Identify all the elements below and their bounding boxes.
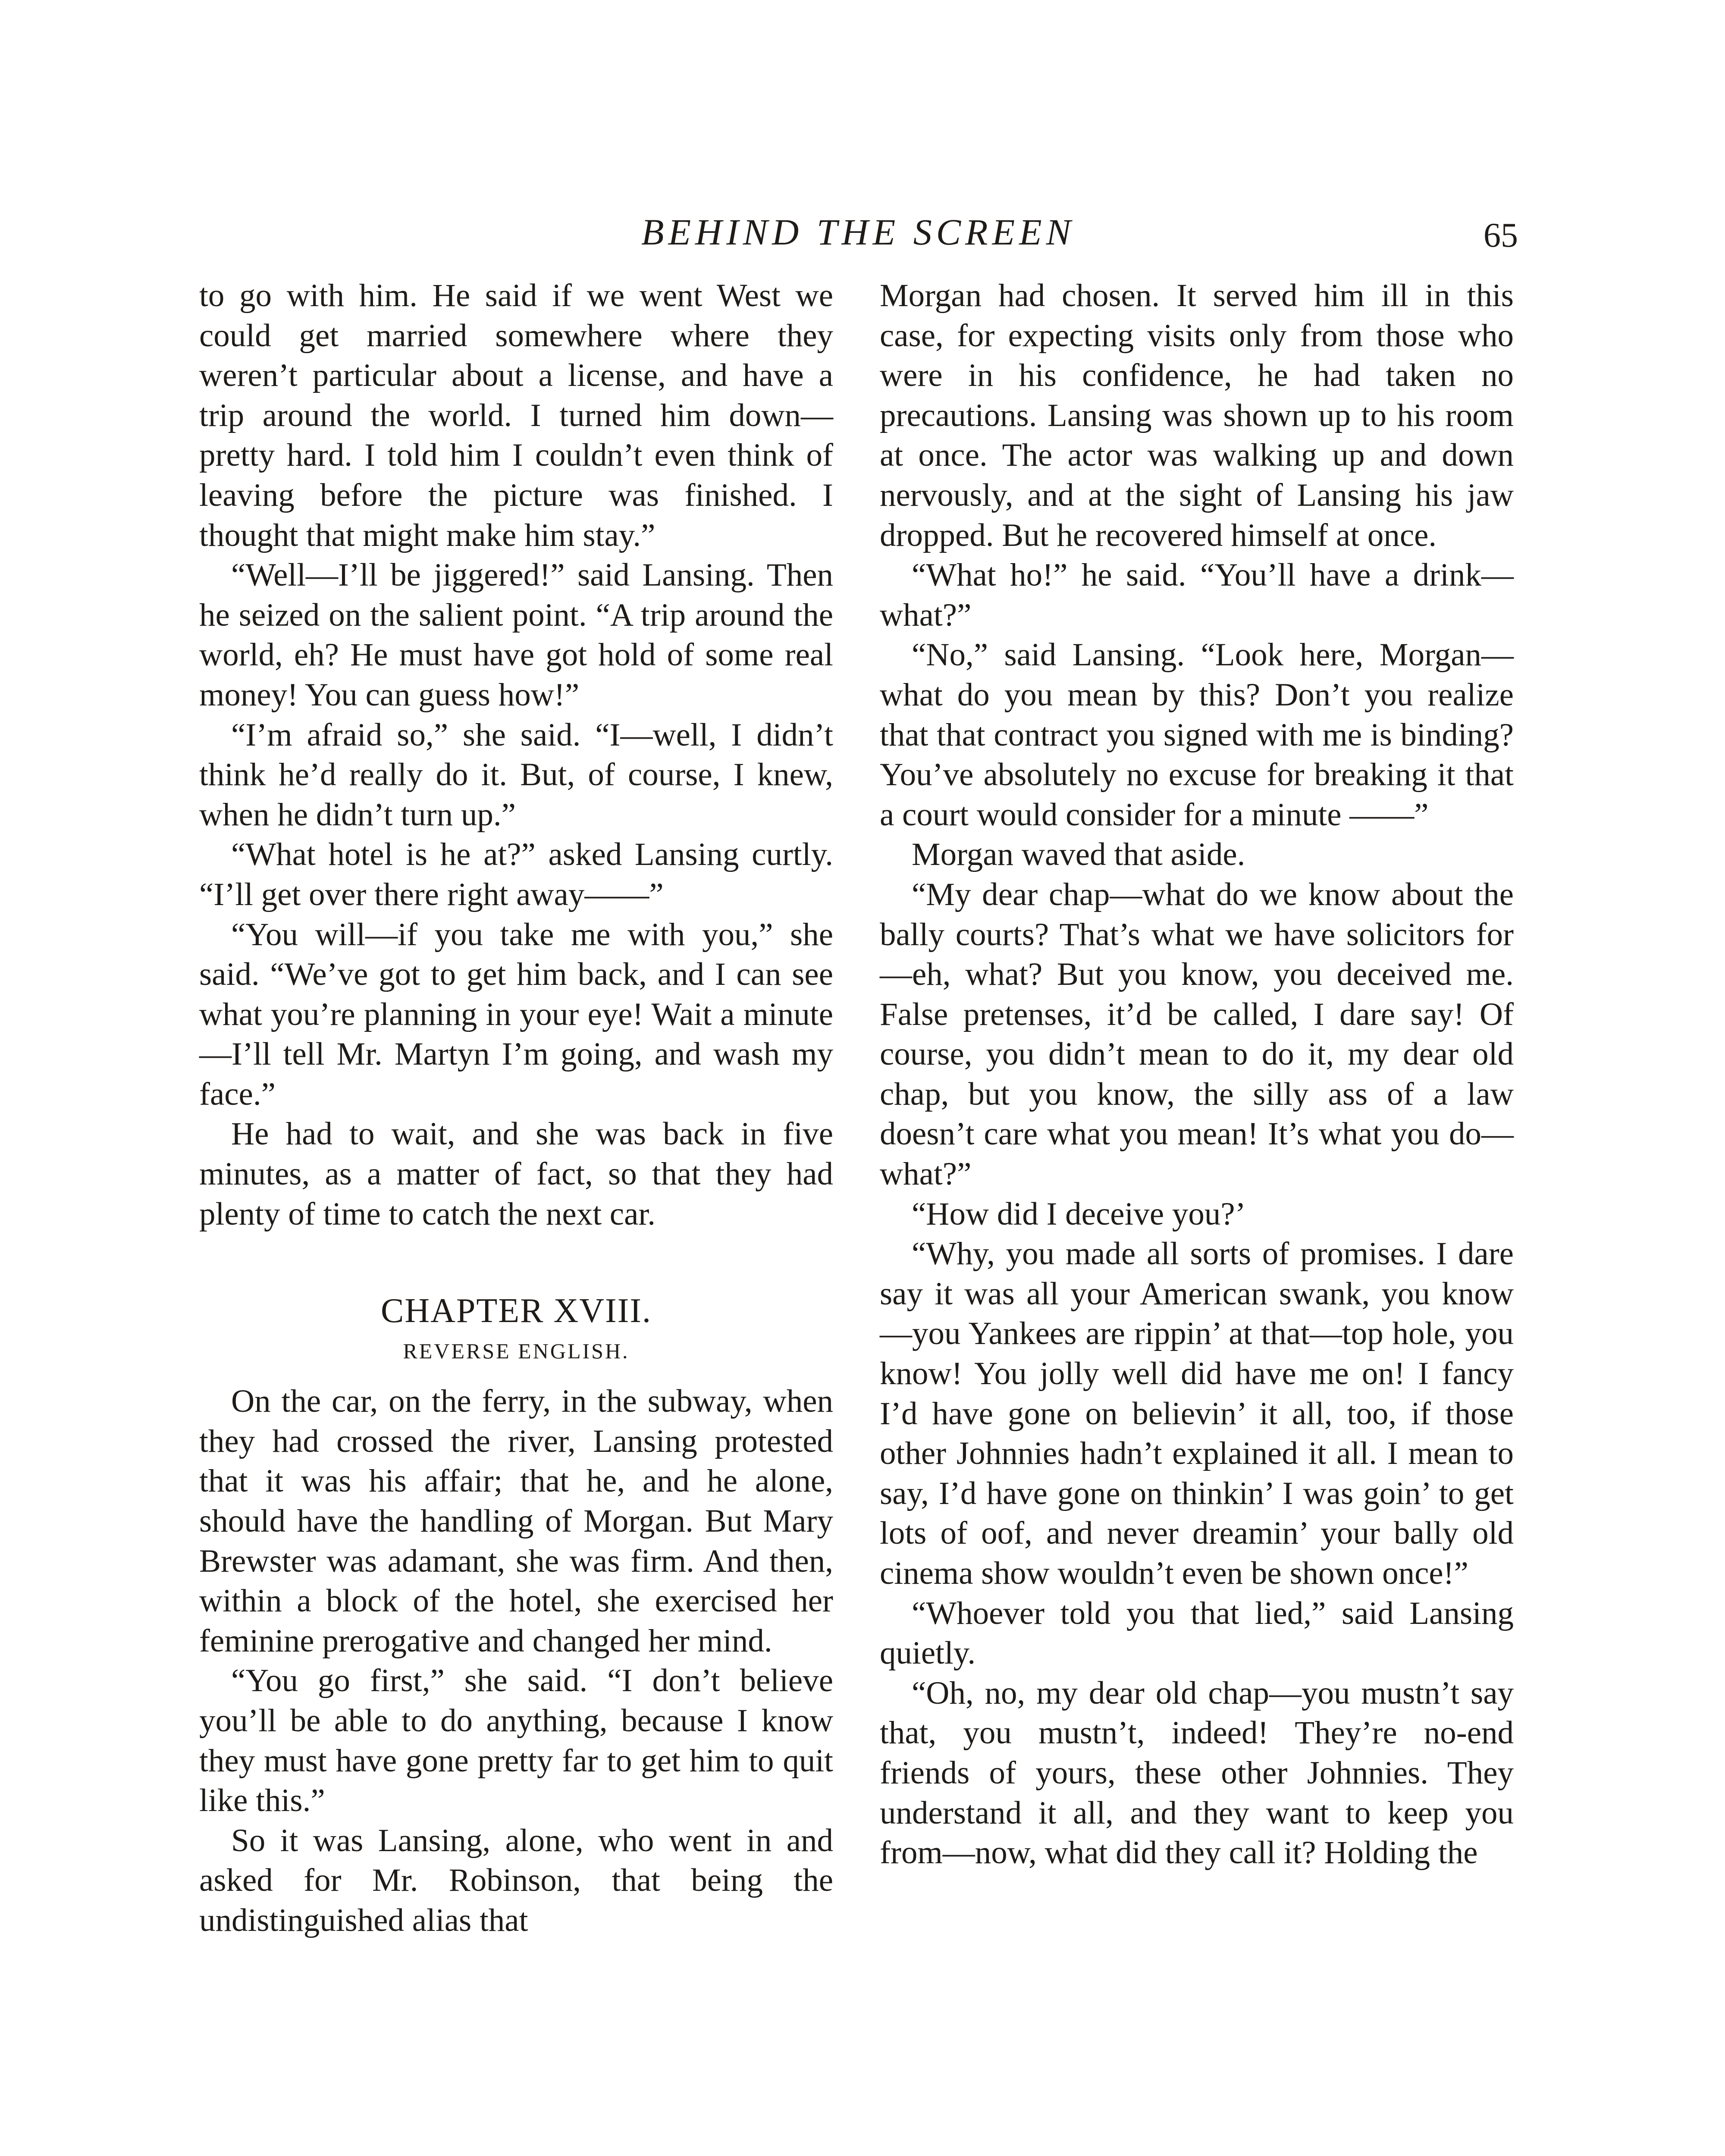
right-column [880,276,1514,1873]
paragraph: “How did I deceive you?’ [912,1196,1246,1232]
page-header [198,206,1518,262]
paragraph: Morgan waved that aside. [912,837,1245,873]
paragraph: “Oh, no, my dear old chap—you mustn’t say that, you mustn’t, indeed! They’re no-end friends of yours, these other Johnnies. They understand it all, and they want to keep you from—now, what did they call it? Holding the [880,1675,1514,1871]
paragraph: “My dear chap—what do we know about the bally courts? That’s what we have solicitors for—eh, what? But you know, you deceived me. False pretenses, it’d be called, I dare say! Of course, you didn’t mean to do it, my dear old chap, but you know, the silly ass of a law doesn’t care what you mean! It’s what you do—what?” [880,876,1514,1192]
paragraph: “I’m afraid so,” she said. “I—well, I didn’t think he’d really do it. But, of course, I knew, when he didn’t turn up.” [199,717,833,833]
paragraph: Morgan had chosen. It served him ill in this case, for expecting visits only from those who were in his confidence, he had taken no precautions. Lansing was shown up to his room at once. The actor was walking up and down nervously, and at the sight of Lansing his jaw dropped. But he recovered himself at once. [880,278,1514,553]
running-title: BEHIND THE SCREEN [641,211,1076,253]
paragraph: So it was Lansing, alone, who went in and asked for Mr. Robinson, that being the undistinguished alias that [199,1822,833,1938]
page-number: 65 [1484,216,1518,254]
paragraph: to go with him. He said if we went West we could get married somewhere where they weren’t particular about a license, and have a trip around the world. I turned him down—pretty hard. I told him I couldn’t even think of leaving before the picture was finished. I thought that might make him stay.” [199,278,833,553]
paragraph: “Why, you made all sorts of promises. I dare say it was all your American swank, you know—you Yankees are rippin’ at that—top hole, you know! You jolly well did have me on! I fancy I’d have gone on believin’ it all, too, if those other Johnnies hadn’t explained it all. I mean to say, I’d have gone on thinkin’ I was goin’ to get lots of oof, and never dreamin’ your bally old cinema show wouldn’t even be shown once!” [880,1236,1514,1591]
paragraph: “No,” said Lansing. “Look here, Morgan—what do you mean by this? Don’t you realize that that contract you signed with me is binding? You’ve absolutely no excuse for breaking it that a court would consider for a minute ——” [880,637,1514,833]
chapter-subtitle: REVERSE ENGLISH. [403,1339,630,1363]
paragraph: On the car, on the ferry, in the subway, when they had crossed the river, Lansing protested that it was his affair; that he, and he alone, should have the handling of Morgan. But Mary Brewster was adamant, she was firm. And then, within a block of the hotel, she exercised her feminine prerogative and changed her mind. [199,1383,833,1659]
chapter-title: CHAPTER XVIII. [381,1292,652,1330]
paragraph: “Well—I’ll be jiggered!” said Lansing. Then he seized on the salient point. “A trip around the world, eh? He must have got hold of some real money! You can guess how!” [199,557,833,713]
paragraph: “What ho!” he said. “You’ll have a drink—what?” [880,557,1514,633]
left-column [199,276,833,1941]
paragraph: “You will—if you take me with you,” she said. “We’ve got to get him back, and I can see what you’re planning in your eye! Wait a minute—I’ll tell Mr. Martyn I’m going, and wash my face.” [199,916,833,1112]
paragraph: He had to wait, and she was back in five minutes, as a matter of fact, so that they had plenty of time to catch the next car. [199,1116,833,1232]
paragraph: “What hotel is he at?” asked Lansing curtly. “I’ll get over there right away——” [199,837,833,912]
paragraph: “Whoever told you that lied,” said Lansing quietly. [880,1595,1514,1671]
paragraph: “You go first,” she said. “I don’t believe you’ll be able to do anything, because I know they must have gone pretty far to get him to quit like this.” [199,1663,833,1819]
